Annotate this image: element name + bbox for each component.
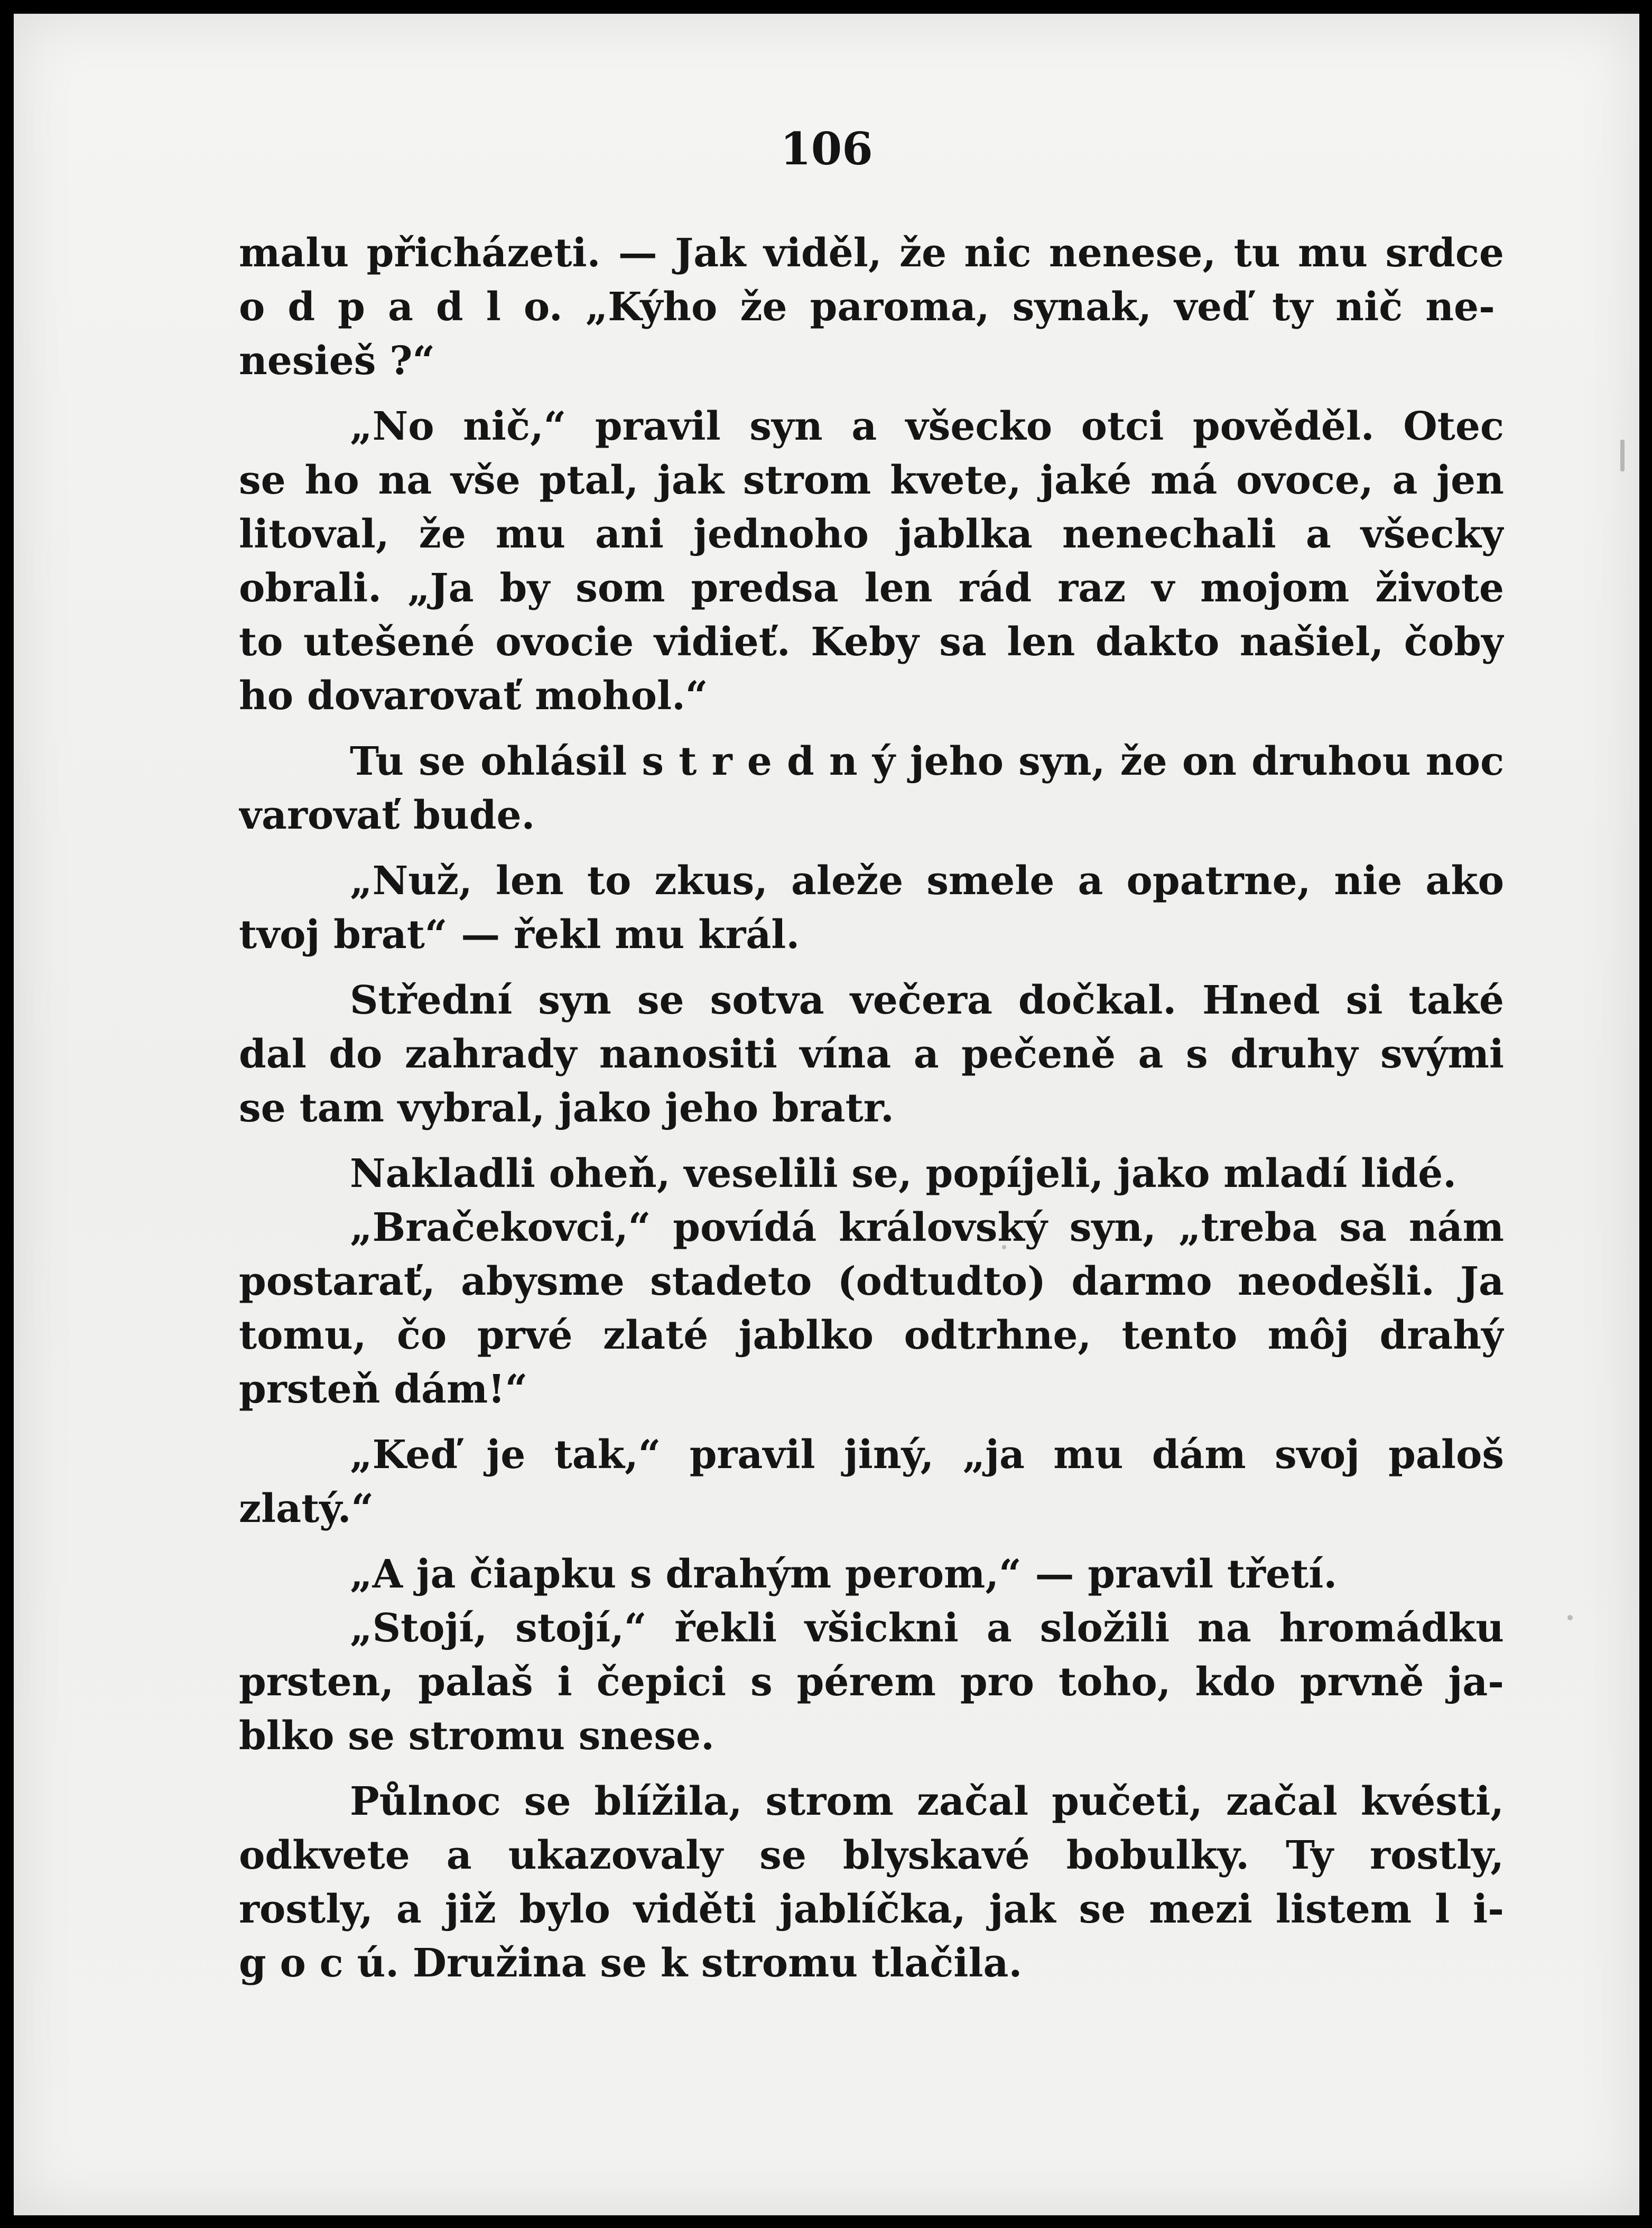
- text-line: Půlnoc se blížila, strom začal pučeti, začal kvésti,: [350, 1779, 1504, 1824]
- paragraph: [239, 973, 1504, 1135]
- paper-speck: [1620, 440, 1625, 471]
- text-line: „Bračekovci,“ povídá královský syn, „treba sa nám: [350, 1205, 1504, 1250]
- text-line: tvoj brat“ — řekl mu král.: [239, 912, 800, 958]
- text-line: ho dovarovať mohol.“: [239, 673, 708, 719]
- text-line: se tam vybral, jako jeho bratr.: [239, 1085, 894, 1131]
- text-line: Nakladli oheň, veselili se, popíjeli, jako mladí lidé.: [350, 1151, 1456, 1196]
- text-line: „Stojí, stojí,“ řekli všickni a složili na hromádku: [350, 1605, 1504, 1651]
- paragraph: [239, 1601, 1504, 1763]
- text-line: odkvete a ukazovaly se blyskavé bobulky. Ty rostly,: [239, 1833, 1504, 1878]
- paragraph: [239, 1201, 1504, 1416]
- text-line: malu přicházeti. — Jak viděl, že nic nenese, tu mu srdce: [239, 230, 1504, 276]
- text-line: „No nič,“ pravil syn a všecko otci pověděl. Otec: [350, 404, 1504, 449]
- text-line: to utešené ovocie vidieť. Keby sa len dakto našiel, čoby: [239, 619, 1504, 665]
- text-line: prsten, palaš i čepici s pérem pro toho, kdo prvně ja-: [239, 1659, 1504, 1705]
- paragraph: [239, 400, 1504, 723]
- paragraph: [239, 1547, 1504, 1601]
- paragraph: [239, 226, 1504, 388]
- text-line: rostly, a již bylo viděti jablíčka, jak se mezi listem l i-: [239, 1887, 1504, 1932]
- text-line: postarať, abysme stadeto (odtudto) darmo neodešli. Ja: [239, 1259, 1504, 1304]
- body-text: [239, 226, 1504, 1990]
- text-line: zlatý.“: [239, 1486, 374, 1531]
- text-line: g o c ú. Družina se k stromu tlačila.: [239, 1941, 1023, 1986]
- paragraph: [239, 1428, 1504, 1536]
- text-line: blko se stromu snese.: [239, 1713, 714, 1759]
- paragraph: [239, 735, 1504, 842]
- text-line: „A ja čiapku s drahým perom,“ — pravil třetí.: [350, 1552, 1338, 1597]
- text-line: prsteň dám!“: [239, 1367, 528, 1412]
- page-number: 106: [780, 123, 873, 175]
- text-line: o d p a d l o. „Kýho že paroma, synak, veď ty nič ne-: [239, 284, 1495, 330]
- paper-speck: [1567, 1615, 1573, 1620]
- text-line: se ho na vše ptal, jak strom kvete, jaké má ovoce, a jen: [239, 458, 1504, 503]
- text-line: „Keď je tak,“ pravil jiný, „ja mu dám svoj paloš: [350, 1432, 1504, 1478]
- paragraph: [239, 854, 1504, 962]
- paragraph: [239, 1775, 1504, 1990]
- text-line: dal do zahrady nanositi vína a pečeně a s druhy svými: [239, 1032, 1504, 1077]
- text-line: nesieš ?“: [239, 338, 435, 384]
- text-line: Střední syn se sotva večera dočkal. Hned si také: [350, 978, 1504, 1023]
- text-line: tomu, čo prvé zlaté jablko odtrhne, tento môj drahý: [239, 1313, 1504, 1358]
- book-page: [14, 14, 1639, 2215]
- paragraph: [239, 1147, 1504, 1201]
- text-line: „Nuž, len to zkus, aleže smele a opatrne, nie ako: [350, 858, 1504, 904]
- text-line: varovať bude.: [239, 793, 535, 838]
- text-line: litoval, že mu ani jednoho jablka nenechali a všecky: [239, 512, 1504, 557]
- text-line: obrali. „Ja by som predsa len rád raz v mojom živote: [239, 565, 1504, 611]
- text-line: Tu se ohlásil s t r e d n ý jeho syn, že on druhou noc: [350, 739, 1504, 784]
